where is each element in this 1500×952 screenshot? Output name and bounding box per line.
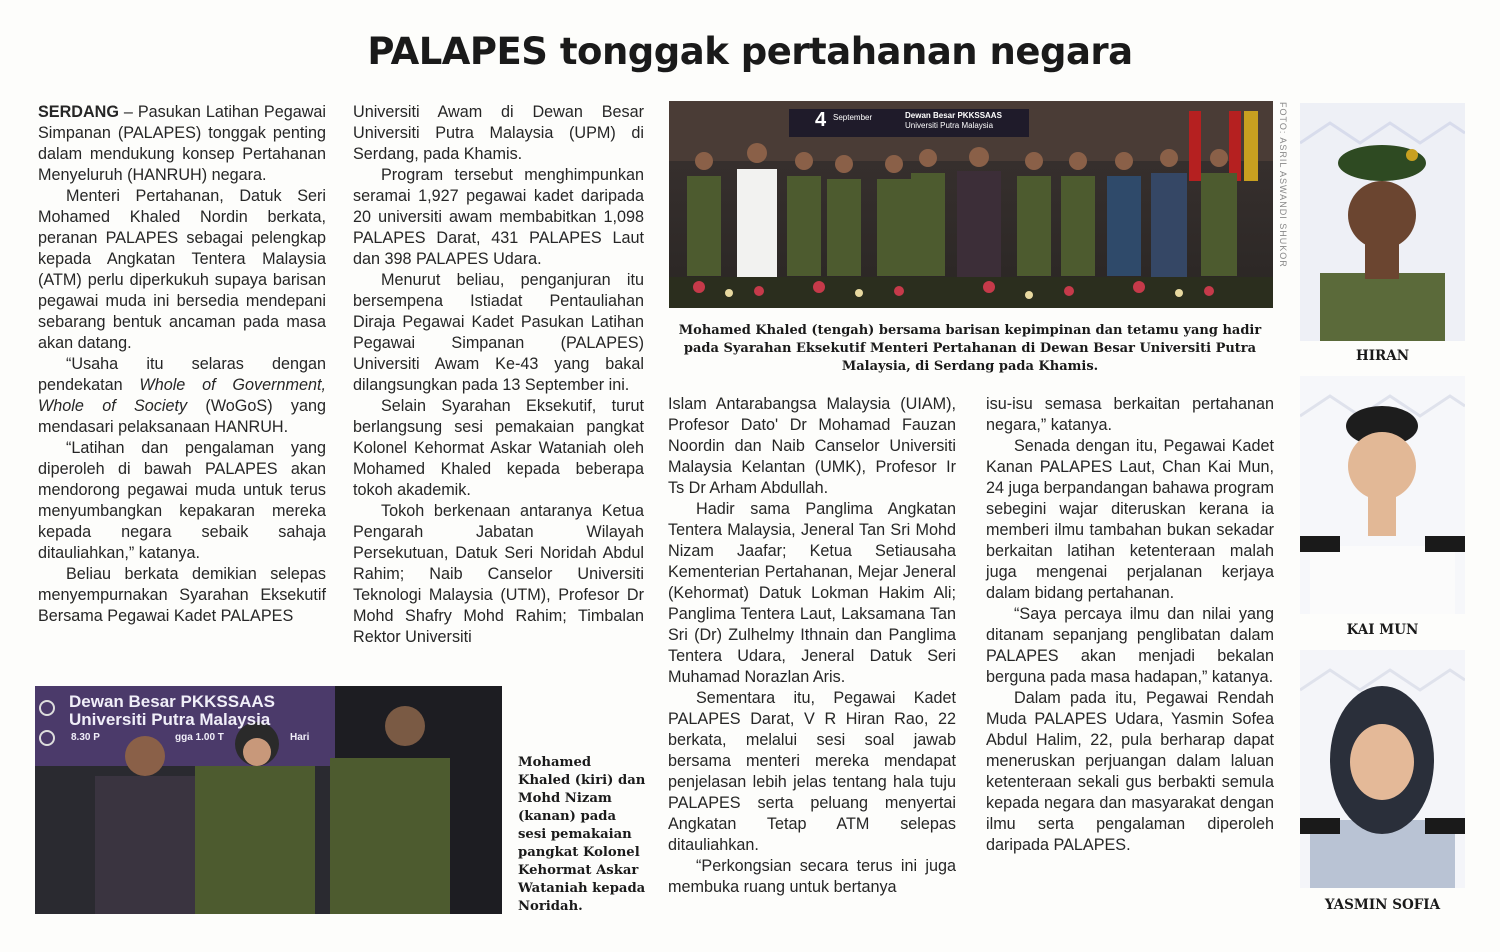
banner-time-3: Hari [290,732,310,743]
paragraph: Senada dengan itu, Pegawai Kadet Kanan PALAPES Laut, Chan Kai Mun, 24 juga berpandangan bahawa program sebegini wajar diteruskan kerana ia memberi ilmu tambahan bukan sekadar berkaitan latihan ketenteraan malah juga mengenai perjalanan kerjaya dalam bidang pertahanan. [986,437,1274,602]
backdrop-date-day: 4 [815,109,827,131]
banner-time: 8.30 P [71,732,100,743]
ceremony-photo-caption: Mohamed Khaled (kiri) dan Mohd Nizam (kanan) pada sesi pemakaian pangkat Kolonel Kehormat Askar Wataniah kepada Noridah. [518,755,646,914]
portrait-yasmin-sofia-illustration [1300,650,1465,888]
portrait-kai-mun-illustration [1300,376,1465,614]
portrait-hiran [1300,103,1465,341]
paragraph-text: (WoGoS) yang mendasari pelaksanaan HANRUH. [38,397,326,436]
backdrop-venue-line-2: Universiti Putra Malaysia [905,121,994,130]
group-photo-caption: Mohamed Khaled (tengah) bersama barisan kepimpinan dan tetamu yang hadir pada Syarahan Eksekutif Menteri Pertahanan di Dewan Besar Universiti Putra Malaysia, di Serdang pada Khamis. [678,323,1262,374]
banner-line-2: Universiti Putra Malaysia [69,710,271,729]
banner-time-2: gga 1.00 T [175,732,224,743]
paragraph: Beliau berkata demikian selepas menyempurnakan Syarahan Eksekutif Bersama Pegawai Kadet PALAPES [38,565,326,625]
paragraph: Selain Syarahan Eksekutif, turut berlangsung sesi pemakaian pangkat Kolonel Kehormat Askar Wataniah oleh Mohamed Khaled kepada beberapa tokoh akademik. [353,397,644,499]
paragraph: “Perkongsian secara terus ini juga membuka ruang untuk bertanya [668,857,956,896]
portrait-name: KAI MUN [1346,622,1419,638]
paragraph: isu-isu semasa berkaitan pertahanan negara,” katanya. [986,395,1274,434]
headline: PALAPES tonggak pertahanan negara [367,30,1133,73]
paragraph: “Saya percaya ilmu dan nilai yang ditanam sepanjang penglibatan dalam PALAPES akan menjadi bekalan berguna pada masa hadapan,” katanya. [986,605,1274,686]
portrait-name: YASMIN SOFIA [1324,897,1441,913]
group-photo-illustration [669,101,1273,308]
italic-phrase: Whole of Government, Whole of Society [38,376,326,415]
article-column-1 [38,102,326,627]
backdrop-date-month: September [833,113,873,122]
photo-credit: FOTO: ASRIL ASWANDI SHUKOR [1278,102,1288,268]
paragraph: Sementara itu, Pegawai Kadet PALAPES Darat, V R Hiran Rao, 22 berkata, melalui sesi soal jawab bersama menteri mereka mendapat penjelasan lebih jelas tentang hala tuju PALAPES serta peluang menyertai Angkatan Tetap ATM selepas ditauliahkan. [668,689,956,854]
article-column-4 [986,394,1274,856]
paragraph: Program tersebut menghimpunkan seramai 1,927 pegawai kadet daripada 20 universiti awam membabitkan 1,098 PALAPES Darat, 431 PALAPES Laut dan 398 PALAPES Udara. [353,166,644,268]
paragraph [38,102,326,186]
dateline: SERDANG [38,103,119,121]
portrait-kai-mun [1300,376,1465,614]
article-column-3 [668,394,956,898]
article-column-2 [353,102,644,648]
paragraph: Menteri Pertahanan, Datuk Seri Mohamed Khaled Nordin berkata, peranan PALAPES sebagai pelengkap kepada Angkatan Tentera Malaysia (ATM) perlu diperkukuh supaya barisan pegawai muda ini bersedia mendepani sebarang bentuk ancaman pada masa akan datang. [38,187,326,352]
paragraph: Universiti Awam di Dewan Besar Universiti Putra Malaysia (UPM) di Serdang, pada Khamis. [353,103,644,163]
paragraph-text: “Usaha itu selaras dengan pendekatan [38,355,326,394]
paragraph: “Latihan dan pengalaman yang diperoleh di bawah PALAPES akan mendorong pegawai muda untuk terus menyumbangkan kepakaran mereka kepada negara sebaik sahaja ditauliahkan,” katanya. [38,439,326,562]
portrait-name: HIRAN [1355,348,1410,364]
paragraph: Dalam pada itu, Pegawai Rendah Muda PALAPES Udara, Yasmin Sofea Abdul Halim, 22, pula berharap dapat meneruskan perjuangan dalam laluan ketenteraan sekali gus berbakti semula kepada negara dan masyarakat dengan ilmu serta pengalaman diperoleh daripada PALAPES. [986,689,1274,854]
group-photo [669,101,1273,308]
ceremony-photo [35,686,502,914]
paragraph: Islam Antarabangsa Malaysia (UIAM), Profesor Dato' Dr Mohamad Fauzan Noordin dan Naib Canselor Universiti Malaysia Kelantan (UMK), Profesor Ir Ts Dr Arham Abdullah. [668,395,956,497]
paragraph: Tokoh berkenaan antaranya Ketua Pengarah Jabatan Wilayah Persekutuan, Datuk Seri Noridah Abdul Rahim; Naib Canselor Universiti Teknologi Malaysia (UTM), Profesor Dr Mohd Shafry Mohd Rahim; Timbalan Rektor Universiti [353,502,644,646]
banner-line-1: Dewan Besar PKKSSAAS [69,692,275,711]
paragraph [38,354,326,438]
backdrop-venue-line-1: Dewan Besar PKKSSAAS [905,111,1002,120]
portrait-hiran-illustration [1300,103,1465,341]
paragraph-text: – Pasukan Latihan Pegawai Simpanan (PALAPES) tonggak penting dalam mendukung konsep Pertahanan Menyeluruh (HANRUH) negara. [38,103,326,184]
paragraph: Menurut beliau, penganjuran itu bersempena Istiadat Pentauliahan Diraja Pegawai Kadet Pasukan Latihan Pegawai Simpanan (PALAPES) Universiti Awam Ke-43 yang bakal dilangsungkan pada 13 September ini. [353,271,644,394]
portrait-yasmin-sofia [1300,650,1465,888]
paragraph: Hadir sama Panglima Angkatan Tentera Malaysia, Jeneral Tan Sri Mohd Nizam Jaafar; Ketua Setiausaha Kementerian Pertahanan, Mejar Jeneral (Kehormat) Datuk Lokman Hakim Ali; Panglima Tentera Laut, Laksamana Tan Sri (Dr) Zulhelmy Ithnain dan Panglima Tentera Udara, Jeneral Datuk Seri Muhamad Norazlan Aris. [668,500,956,686]
